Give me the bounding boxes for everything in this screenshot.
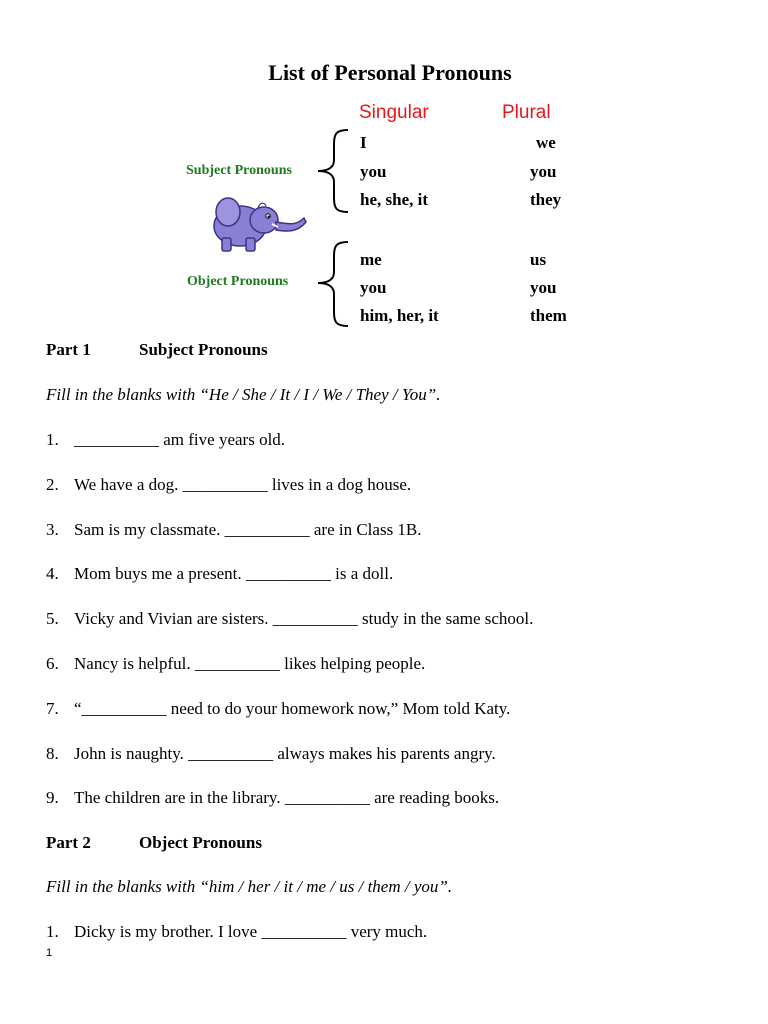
subject-brace-icon xyxy=(312,128,352,214)
question-row xyxy=(0,430,768,454)
part1-instruction: Fill in the blanks with “He / She / It / I / We / They / You”. xyxy=(46,385,441,404)
question-text: Vicky and Vivian are sisters. __________ study in the same school. xyxy=(74,609,534,628)
question-row xyxy=(0,744,768,768)
question-row xyxy=(0,475,768,499)
subject-plural-3: they xyxy=(530,190,562,209)
question-number: 8. xyxy=(46,744,59,763)
question-number: 3. xyxy=(46,520,59,539)
question-text: John is naughty. __________ always makes his parents angry. xyxy=(74,744,496,763)
question-text: We have a dog. __________ lives in a dog house. xyxy=(74,475,412,494)
object-brace-icon xyxy=(312,240,352,328)
question-row xyxy=(0,788,768,812)
question-text: Dicky is my brother. I love __________ very much. xyxy=(74,922,428,941)
question-row xyxy=(0,699,768,723)
question-text: Nancy is helpful. __________ likes helping people. xyxy=(74,654,426,673)
subject-singular-3: he, she, it xyxy=(360,190,428,209)
question-row xyxy=(0,564,768,588)
question-row xyxy=(0,609,768,633)
object-pronouns-label: Object Pronouns xyxy=(187,274,289,289)
subject-singular-2: you xyxy=(360,162,387,181)
question-text: Mom buys me a present. __________ is a doll. xyxy=(74,564,394,583)
part1-heading: Subject Pronouns xyxy=(139,340,268,359)
elephant-icon xyxy=(206,192,310,254)
subject-plural-1: we xyxy=(536,133,556,152)
question-text: “__________ need to do your homework now,” Mom told Katy. xyxy=(74,699,511,718)
object-singular-3: him, her, it xyxy=(360,306,439,325)
subject-pronouns-label: Subject Pronouns xyxy=(186,163,292,178)
question-row xyxy=(0,922,768,946)
plural-header: Plural xyxy=(502,102,551,123)
question-number: 4. xyxy=(46,564,59,583)
question-row xyxy=(0,520,768,544)
object-plural-3: them xyxy=(530,306,567,325)
part1-label: Part 1 xyxy=(46,340,91,359)
question-text: __________ am five years old. xyxy=(74,430,286,449)
question-text: Sam is my classmate. __________ are in Class 1B. xyxy=(74,520,422,539)
question-number: 7. xyxy=(46,699,59,718)
singular-header: Singular xyxy=(359,102,429,123)
question-number: 6. xyxy=(46,654,59,673)
question-number: 1. xyxy=(46,430,59,449)
subject-plural-2: you xyxy=(530,162,557,181)
question-number: 5. xyxy=(46,609,59,628)
subject-singular-1: I xyxy=(360,133,367,152)
part2-label: Part 2 xyxy=(46,833,91,852)
part2-instruction: Fill in the blanks with “him / her / it / me / us / them / you”. xyxy=(46,877,453,896)
part2-heading: Object Pronouns xyxy=(139,833,262,852)
question-number: 9. xyxy=(46,788,59,807)
page-title: List of Personal Pronouns xyxy=(268,60,512,85)
object-singular-2: you xyxy=(360,278,387,297)
question-number: 2. xyxy=(46,475,59,494)
object-plural-1: us xyxy=(530,250,547,269)
object-plural-2: you xyxy=(530,278,557,297)
question-text: The children are in the library. __________ are reading books. xyxy=(74,788,500,807)
object-singular-1: me xyxy=(360,250,382,269)
question-number: 1. xyxy=(46,922,59,941)
question-row xyxy=(0,654,768,678)
page-number: 1 xyxy=(46,947,53,959)
